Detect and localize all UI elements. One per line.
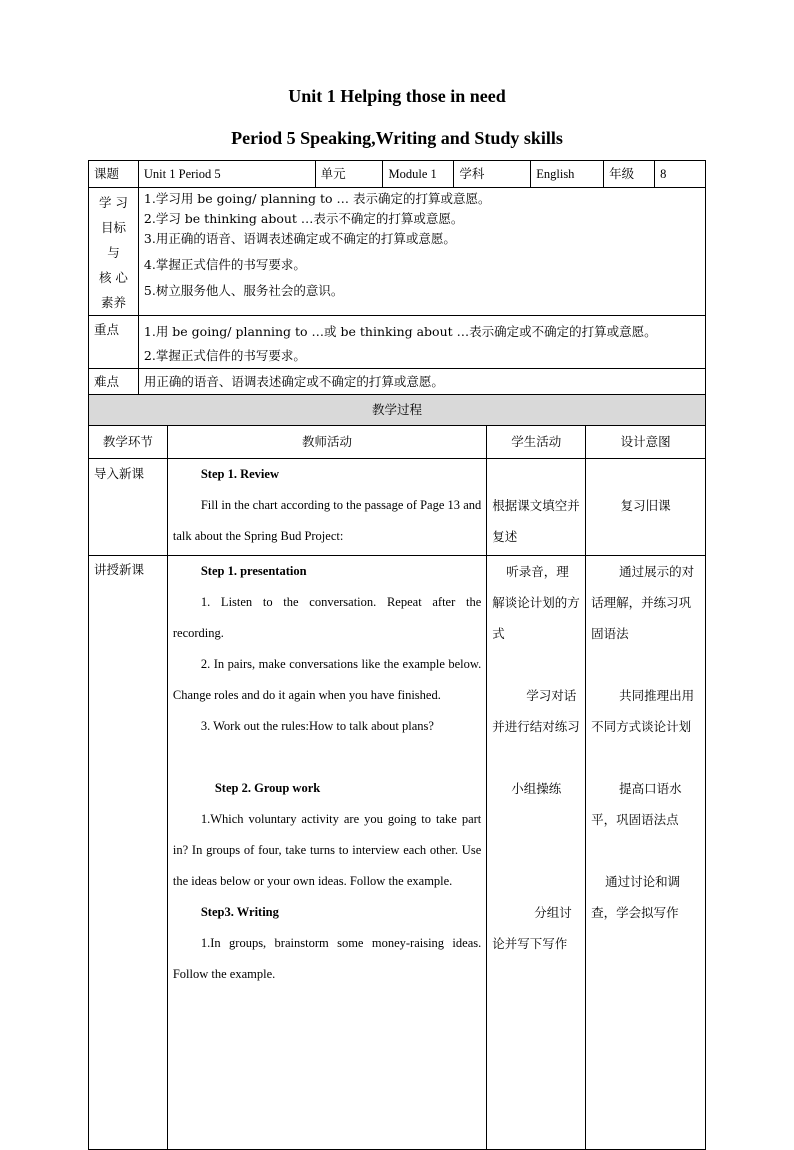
unit-value: Module 1 — [383, 161, 454, 188]
goals-label-line: 学 习 — [98, 195, 128, 210]
goal-item: 5.树立服务他人、服务社会的意识。 — [143, 283, 344, 298]
goal-item: 1.学习用 be going/ planning to … 表示确定的打算或意愿。 — [143, 191, 491, 206]
topic-value: Unit 1 Period 5 — [138, 161, 315, 188]
stage-intro: 导入新课 — [89, 459, 168, 556]
goals-label-line: 与 — [107, 245, 120, 260]
difficulty-label: 难点 — [89, 369, 139, 395]
step1-item: 3. Work out the rules:How to talk about plans? — [200, 719, 434, 733]
key-points-content — [138, 316, 705, 369]
goal-item: 3.用正确的语音、语调表述确定或不确定的打算或意愿。 — [143, 231, 456, 246]
key-points-label: 重点 — [89, 316, 139, 369]
step-text: Fill in the chart according to the passage of Page 13 and talk about the Spring Bud Project: — [172, 498, 482, 543]
process-section-title: 教学过程 — [89, 395, 706, 426]
spacer — [492, 742, 580, 773]
difficulty-content: 用正确的语音、语调表述确定或不确定的打算或意愿。 — [138, 369, 705, 395]
grade-value: 8 — [655, 161, 706, 188]
unit-label: 单元 — [315, 161, 383, 188]
spacer — [591, 835, 700, 866]
goals-label-line: 素养 — [100, 295, 126, 310]
design-intent-new-lesson — [586, 556, 706, 1150]
document-subtitle: Period 5 Speaking,Writing and Study skills — [231, 128, 563, 148]
student-activity-item: 分组讨论并写下写作 — [492, 905, 572, 951]
spacer — [492, 649, 580, 680]
header-stage: 教学环节 — [89, 426, 168, 459]
teaching-process-table — [88, 394, 706, 1150]
document-title: Unit 1 Helping those in need — [288, 86, 506, 106]
step1-title: Step 1. presentation — [200, 564, 307, 578]
goal-item: 2.学习 be thinking about …表示不确定的打算或意愿。 — [143, 211, 464, 226]
teacher-activity-intro — [167, 459, 486, 556]
design-intent-intro: 复习旧课 — [586, 459, 706, 556]
header-teacher-activity: 教师活动 — [167, 426, 486, 459]
student-activity-item: 听录音，理解谈论计划的方式 — [492, 564, 580, 641]
student-activity-new-lesson — [487, 556, 586, 1150]
key-point-item: 1.用 be going/ planning to …或 be thinking about …表示确定或不确定的打算或意愿。 — [143, 324, 657, 339]
goals-content — [138, 188, 705, 316]
goals-label-line: 核 心 — [98, 270, 128, 285]
student-activity-intro: 根据课文填空并复述 — [487, 459, 586, 556]
goals-label — [89, 188, 139, 316]
teacher-activity-new-lesson — [167, 556, 486, 1150]
step-title: Step 1. Review — [200, 467, 279, 481]
student-activity-item: 小组操练 — [511, 781, 562, 796]
step3-text: 1.In groups, brainstorm some money-raising ideas. Follow the example. — [172, 936, 482, 981]
stage-new-lesson: 讲授新课 — [89, 556, 168, 1150]
header-design-intent: 设计意图 — [586, 426, 706, 459]
step1-item: 1. Listen to the conversation. Repeat after the recording. — [172, 595, 482, 640]
step2-text: 1.Which voluntary activity are you going to take part in? In groups of four, take turns to interview each other. Use the ideas below or your own ideas. Follow the example. — [172, 812, 482, 888]
header-student-activity: 学生活动 — [487, 426, 586, 459]
step2-title: Step 2. Group work — [214, 781, 321, 795]
spacer — [591, 742, 700, 773]
step1-item: 2. In pairs, make conversations like the example below. Change roles and do it again when you have finished. — [172, 657, 482, 702]
student-activity-item: 学习对话并进行结对练习 — [492, 688, 580, 734]
subject-label: 学科 — [454, 161, 531, 188]
key-point-item: 2.掌握正式信件的书写要求。 — [143, 348, 306, 363]
grade-label: 年级 — [604, 161, 655, 188]
step3-title: Step3. Writing — [200, 905, 279, 919]
spacer — [591, 649, 700, 680]
goals-label-line: 目标 — [100, 220, 126, 235]
goal-item: 4.掌握正式信件的书写要求。 — [143, 257, 306, 272]
design-intent-item: 共同推理出用不同方式谈论计划 — [591, 688, 695, 734]
spacer — [173, 742, 481, 773]
subject-value: English — [531, 161, 604, 188]
design-intent-item: 通过展示的对话理解，并练习巩固语法 — [591, 564, 695, 641]
topic-label: 课题 — [89, 161, 139, 188]
design-intent-item: 提高口语水平，巩固语法点 — [591, 781, 682, 827]
spacer — [492, 804, 580, 897]
design-intent-item: 通过讨论和调查，学会拟写作 — [591, 874, 681, 920]
lesson-info-table — [88, 160, 706, 395]
